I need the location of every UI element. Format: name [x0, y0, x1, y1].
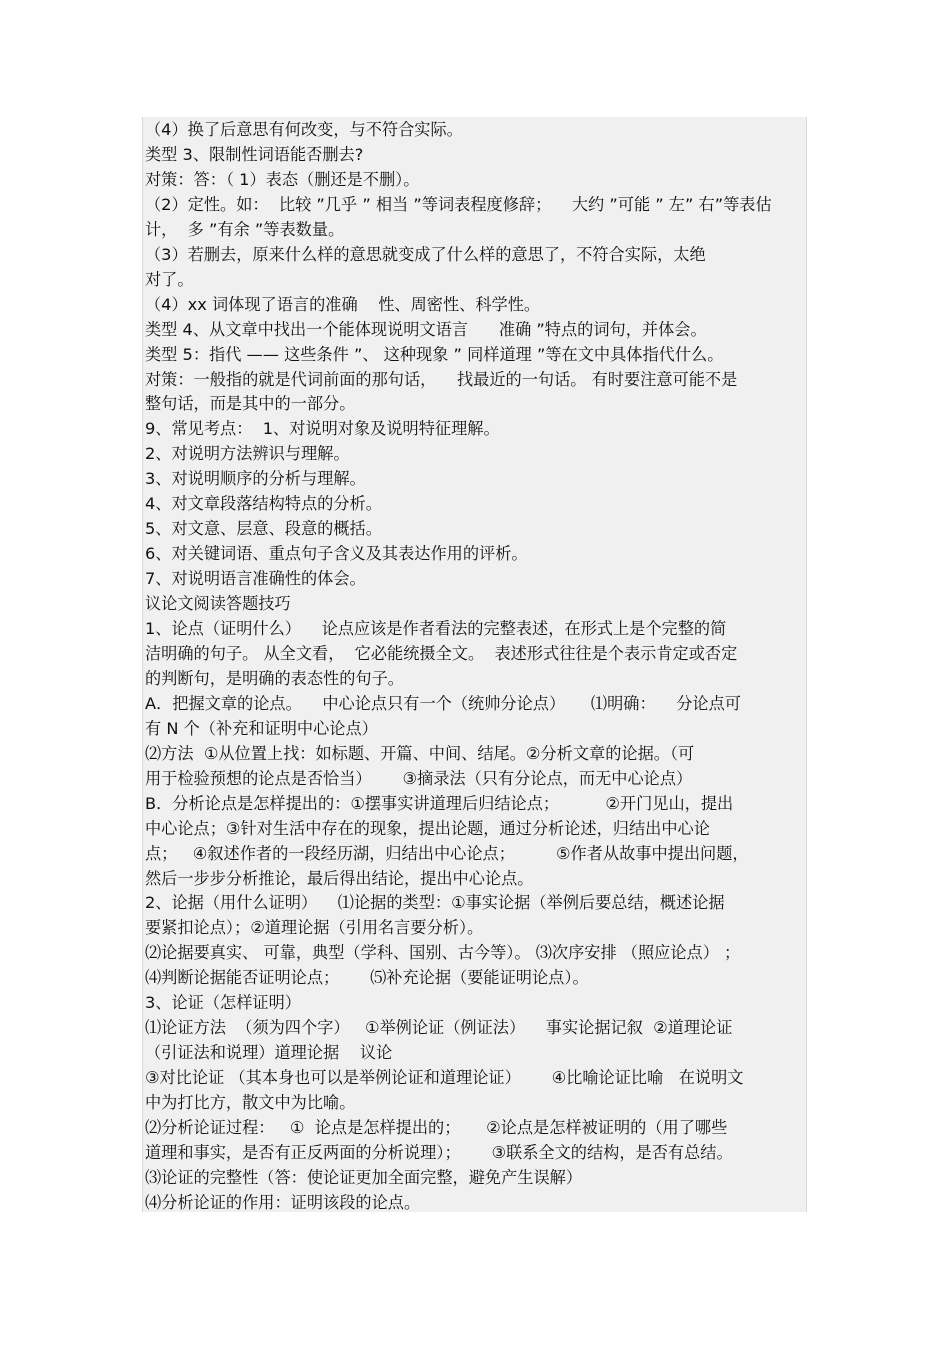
text-line: ③对比论证 （其本身也可以是举例论证和道理论证） ④比喻论证比喻 在说明文 [145, 1068, 744, 1088]
text-line: 点； ④叙述作者的一段经历湖，归结出中心论点； ⑤作者从故事中提出问题， [145, 843, 749, 863]
text-line: 对策：一般指的就是代词前面的那句话， 找最近的一句话。 有时要注意可能不是 [145, 369, 738, 389]
text-line: 9、常见考点： 1、对说明对象及说明特征理解。 [145, 419, 500, 439]
text-line: 4、对文章段落结构特点的分析。 [145, 494, 382, 514]
text-line: 然后一步步分析推论，最后得出结论，提出中心论点。 [145, 868, 534, 888]
text-line: 3、论证（怎样证明） [145, 993, 301, 1013]
text-line: 对了。 [145, 269, 194, 289]
text-line: 6、对关键词语、重点句子含义及其表达作用的评析。 [145, 544, 528, 564]
text-line: 1、论点（证明什么） 论点应该是作者看法的完整表述，在形式上是个完整的简 [145, 619, 727, 638]
text-line: 类型 5：指代 —— 这些条件 ”、 这种现象 ” 同样道理 ”等在文中具体指代什么。 [145, 344, 724, 364]
text-line: （引证法和说理）道理论据 议论 [145, 1043, 393, 1063]
text-line: ⑴论证方法 （须为四个字） ①举例论证（例证法） 事实论据记叙 ②道理论证 [145, 1018, 733, 1038]
text-line: （2）定性。如： 比较 ”几乎 ” 相当 ”等词表程度修辞； 大约 ”可能 ” 左” 右”等表估 [145, 194, 772, 214]
text-line: 中为打比方，散文中为比喻。 [145, 1093, 356, 1113]
text-line: 要紧扣论点）；②道理论据（引用名言要分析）。 [145, 918, 484, 938]
text-line: 对策：答：（ 1）表态（删还是不删）。 [145, 169, 420, 189]
text-line: ⑵方法 ①从位置上找：如标题、开篇、中间、结尾。②分析文章的论据。（可 [145, 743, 695, 763]
text-line: 议论文阅读答题技巧 [145, 594, 291, 614]
text-line: 有 N 个（补充和证明中心论点） [145, 718, 378, 738]
text-line: ⑷判断论据能否证明论点； ⑸补充论据（要能证明论点）。 [145, 968, 589, 988]
text-line: 整句话，而是其中的一部分。 [145, 394, 356, 414]
text-line: 道理和事实，是否有正反两面的分析说理）； ③联系全文的结构，是否有总结。 [145, 1142, 733, 1162]
text-line: （3）若删去，原来什么样的意思就变成了什么样的意思了，不符合实际，太绝 [145, 244, 706, 264]
text-line: 2、对说明方法辨识与理解。 [145, 444, 350, 464]
text-line: ⑶论证的完整性（答：使论证更加全面完整，避免产生误解） [145, 1167, 583, 1187]
text-line: 2、论据（用什么证明） ⑴论据的类型：①事实论据（举例后要总结，概述论据 [145, 893, 725, 913]
text-line: 3、对说明顺序的分析与理解。 [145, 469, 366, 489]
text-line: （4）换了后意思有何改变，与不符合实际。 [145, 120, 463, 139]
text-line: 的判断句，是明确的表态性的句子。 [145, 668, 404, 688]
text-line: B．分析论点是怎样提出的：①摆事实讲道理后归结论点； ②开门见山，提出 [145, 793, 734, 813]
text-line: 7、对说明语言准确性的体会。 [145, 569, 366, 589]
text-line: ⑷分析论证的作用：证明该段的论点。 [145, 1192, 421, 1212]
text-line: 中心论点；③针对生活中存在的现象，提出论题，通过分析论述，归结出中心论 [145, 818, 710, 838]
text-line: （4）xx 词体现了语言的准确 性、周密性、科学性。 [145, 294, 541, 314]
text-line: ⑵论据要真实、 可靠，典型（学科、国别、古今等）。 ⑶次序安排 （照应论点） ； [145, 943, 741, 963]
text-line: ⑵分析论证过程： ① 论点是怎样提出的； ②论点是怎样被证明的（用了哪些 [145, 1118, 728, 1137]
text-line: 计， 多 ”有余 ”等表数量。 [145, 219, 345, 239]
text-line: 5、对文意、层意、段意的概括。 [145, 519, 382, 539]
text-line: 类型 3、限制性词语能否删去? [145, 144, 364, 164]
text-line: 用于检验预想的论点是否恰当） ③摘录法（只有分论点，而无中心论点） [145, 768, 693, 788]
text-line: A．把握文章的论点。 中心论点只有一个（统帅分论点） ⑴明确： 分论点可 [145, 693, 741, 713]
text-line: 洁明确的句子。 从全文看， 它必能统摄全文。 表述形式往往是个表示肯定或否定 [145, 643, 738, 663]
document-page [142, 117, 807, 1212]
text-line: 类型 4、从文章中找出一个能体现说明文语言 准确 ”特点的词句，并体会。 [145, 319, 707, 339]
